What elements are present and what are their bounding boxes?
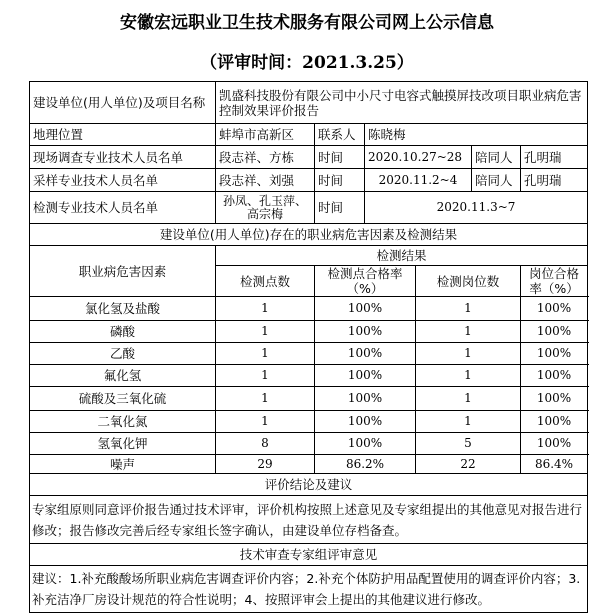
table-row [30, 321, 588, 343]
results-section-title: 建设单位(用人单位)存在的职业病危害因素及检测结果 [30, 224, 588, 246]
point-rate-cell: 100% [315, 343, 416, 365]
post-rate-cell: 86.4% [521, 455, 588, 474]
survey-staff: 段志祥、方栋 [216, 146, 315, 169]
sampling-escort: 孔明瑞 [521, 169, 588, 192]
post-rate-cell: 100% [521, 433, 588, 455]
unit-value: 凯盛科技股份有限公司中小尺寸电容式触摸屏技改项目职业病危害控制效果评价报告 [216, 82, 588, 124]
testing-time: 2020.11.3~7 [365, 192, 588, 224]
table-row [30, 343, 588, 365]
points-cell: 1 [216, 411, 315, 433]
factor-cell: 硫酸及三氧化硫 [30, 387, 216, 411]
page-title: 安徽宏远职业卫生技术服务有限公司网上公示信息 [120, 13, 494, 33]
table-row [30, 433, 588, 455]
points-cell: 1 [216, 321, 315, 343]
point-rate-cell: 100% [315, 321, 416, 343]
posts-cell: 1 [416, 387, 521, 411]
points-cell: 1 [216, 343, 315, 365]
posts-cell: 1 [416, 365, 521, 387]
posts-cell: 1 [416, 297, 521, 321]
point-rate-cell: 100% [315, 411, 416, 433]
points-cell: 8 [216, 433, 315, 455]
sampling-time: 2020.11.2~4 [365, 169, 472, 192]
point-rate-cell: 100% [315, 365, 416, 387]
points-cell: 29 [216, 455, 315, 474]
contact-label: 联系人 [315, 124, 365, 146]
factor-cell: 二氧化氮 [30, 411, 216, 433]
col-point-rate-header: 检测点合格率（%） [315, 266, 416, 297]
disclosure-table [29, 81, 588, 613]
sampling-label: 采样专业技术人员名单 [30, 169, 216, 192]
conclusion-title: 评价结论及建议 [30, 474, 588, 496]
conclusion-text: 专家组原则同意评价报告通过技术评审，评价机构按照上述意见及专家组提出的其他意见对报告进行修改；报告修改完善后经专家组长签字确认，由建设单位存档备查。 [30, 496, 588, 544]
factor-cell: 磷酸 [30, 321, 216, 343]
factor-cell: 氯化氢及盐酸 [30, 297, 216, 321]
survey-label: 现场调查专业技术人员名单 [30, 146, 216, 169]
table-row [30, 365, 588, 387]
points-cell: 1 [216, 365, 315, 387]
location-label: 地理位置 [30, 124, 216, 146]
testing-time-label: 时间 [315, 192, 365, 224]
testing-staff: 孙凤、孔玉萍、高宗梅 [216, 192, 315, 224]
point-rate-cell: 100% [315, 433, 416, 455]
col-post-rate-header: 岗位合格率（%） [521, 266, 588, 297]
sampling-staff: 段志祥、刘强 [216, 169, 315, 192]
posts-cell: 22 [416, 455, 521, 474]
factor-cell: 氟化氢 [30, 365, 216, 387]
survey-escort-label: 陪同人 [472, 146, 521, 169]
sampling-time-label: 时间 [315, 169, 365, 192]
table-row [30, 387, 588, 411]
review-text: 建议：1.补充酸酸场所职业病危害调查评价内容；2.补充个体防护用品配置使用的调查评价内容；3.补充洁净厂房设计规范的符合性说明；4、按照评审会上提出的其他建议进行修改。 [30, 566, 588, 613]
factor-header: 职业病危害因素 [30, 246, 216, 297]
table-row [30, 411, 588, 433]
post-rate-cell: 100% [521, 297, 588, 321]
col-points-header: 检测点数 [216, 266, 315, 297]
point-rate-cell: 100% [315, 387, 416, 411]
posts-cell: 1 [416, 321, 521, 343]
factor-cell: 氢氧化钾 [30, 433, 216, 455]
post-rate-cell: 100% [521, 343, 588, 365]
contact-value: 陈晓梅 [365, 124, 588, 146]
posts-cell: 1 [416, 343, 521, 365]
posts-cell: 5 [416, 433, 521, 455]
unit-label: 建设单位(用人单位)及项目名称 [30, 82, 216, 124]
review-time: （评审时间：2021.3.25） [200, 53, 414, 73]
post-rate-cell: 100% [521, 411, 588, 433]
point-rate-cell: 86.2% [315, 455, 416, 474]
survey-time: 2020.10.27~28 [365, 146, 472, 169]
table-row [30, 455, 588, 474]
location-value: 蚌埠市高新区 [216, 124, 315, 146]
posts-cell: 1 [416, 411, 521, 433]
survey-time-label: 时间 [315, 146, 365, 169]
factor-cell: 噪声 [30, 455, 216, 474]
post-rate-cell: 100% [521, 365, 588, 387]
review-title: 技术审查专家组评审意见 [30, 544, 588, 566]
points-cell: 1 [216, 387, 315, 411]
post-rate-cell: 100% [521, 321, 588, 343]
results-group-header: 检测结果 [216, 246, 588, 266]
post-rate-cell: 100% [521, 387, 588, 411]
survey-escort: 孔明瑞 [521, 146, 588, 169]
sampling-escort-label: 陪同人 [472, 169, 521, 192]
testing-label: 检测专业技术人员名单 [30, 192, 216, 224]
table-row [30, 297, 588, 321]
factor-cell: 乙酸 [30, 343, 216, 365]
point-rate-cell: 100% [315, 297, 416, 321]
col-posts-header: 检测岗位数 [416, 266, 521, 297]
points-cell: 1 [216, 297, 315, 321]
